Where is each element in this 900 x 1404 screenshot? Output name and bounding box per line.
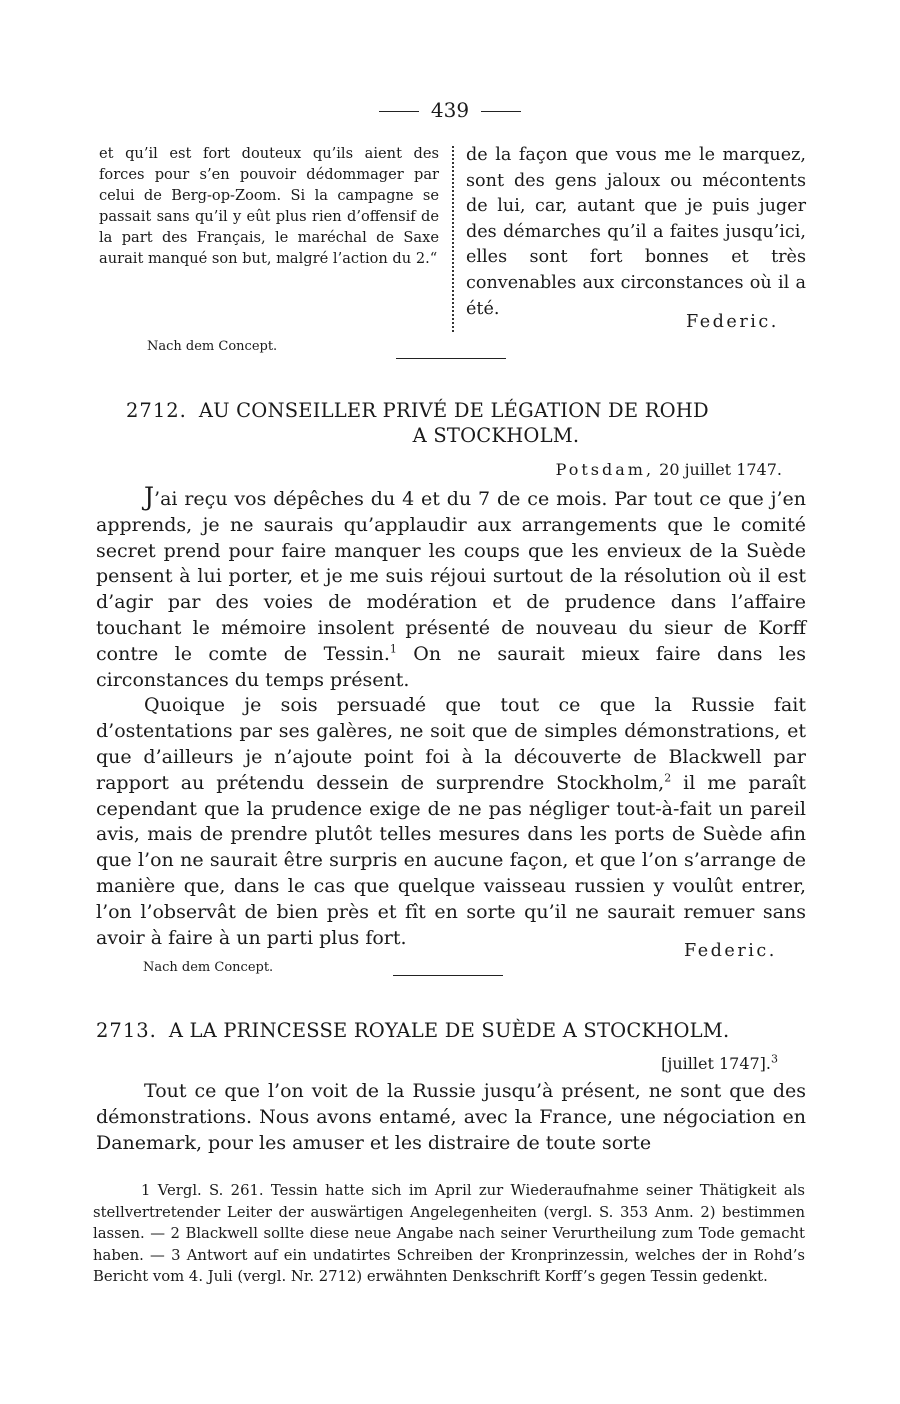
- letter-2712-heading-line2: A STOCKHOLM.: [412, 424, 580, 447]
- concept-note-1: Nach dem Concept.: [147, 339, 278, 354]
- letter-2713-date: [juillet 1747].: [661, 1054, 771, 1073]
- footnote-ref-2: 2: [664, 771, 672, 785]
- letter-2713-paragraph-1: Tout ce que l’on voit de la Russie jusqu’à présent, ne sont que des démonstrations. Nous avons entamé, avec la France, une négociation en Danemark, pour les amuser et les distraire de toute sorte: [96, 1080, 806, 1154]
- letter-2713-dateline: [661, 1054, 778, 1074]
- footnote-ref-3: 3: [771, 1052, 778, 1066]
- footnotes-text: 1 Vergl. S. 261. Tessin hatte sich im April zur Wiederaufnahme seiner Thätigkeit als stellvertretender Leiter der auswärtigen Angelegenheiten (vergl. S. 353 Anm. 2) bestimmen lassen. — 2 Blackwell sollte diese neue Angabe nach seiner Verurtheilung zum Tode gemacht haben. — 3 Antwort auf ein undatirtes Schreiben der Kronprinzessin, welches der in Rohd’s Bericht vom 4. Juli (vergl. Nr. 2712) erwähnten Denkschrift Korff’s gegen Tessin gedenkt.: [93, 1182, 805, 1285]
- page-number-dash-left: [379, 111, 419, 112]
- signature-federic-1: Federic.: [686, 312, 779, 332]
- signature-federic-2: Federic.: [684, 941, 777, 961]
- page-number-dash-right: [481, 111, 521, 112]
- letter-2712-heading: [126, 398, 806, 448]
- right-column-text: de la façon que vous me le marquez, sont des gens jaloux ou mécontents de lui, car, autant que je puis juger des démarches qu’il a faites jusqu’ici, elles sont fort bonnes et très convenables aux circonstances où il a été.: [466, 145, 806, 319]
- page-number-text: 439: [430, 98, 470, 122]
- letter-2712-para1-text-b: On ne saurait mieux faire dans les circonstances du temps présent.: [96, 642, 806, 691]
- column-divider: [452, 146, 454, 332]
- letter-2713-heading-text: A LA PRINCESSE ROYALE DE SUÈDE A STOCKHOLM.: [168, 1019, 730, 1042]
- letter-2712-para2-text-b: il me paraît cependant que la prudence exige de ne pas négliger tout-à-fait un pareil avis, mais de prendre plutôt telles mesures dans les ports de Suède afin que l’on ne saurait être surpris en aucune façon, et que l’on s’arrange de manière que, dans le cas que quelque vaisseau russien y voulût entrer, l’on l’observât de bien près et fît en sorte qu’il ne saurait remuer sans avoir à faire à un parti plus fort.: [96, 771, 806, 949]
- left-column-text: et qu’il est fort douteux qu’ils aient des forces pour s’en pouvoir dédommager par celui de Berg-op-Zoom. Si la campagne se passait sans qu’il y eût plus rien d’offensif de la part des Français, le maréchal de Saxe aurait manqué son but, malgré l’action du 2.“: [99, 145, 439, 267]
- letter-2712-para1-text-a: ’ai reçu vos dépêches du 4 et du 7 de ce mois. Par tout ce que j’en apprends, je ne saurais qu’applaudir aux arrangements que le comité secret prend pour faire manquer les coups que les envieux de la Suède pensent à lui porter, et je me suis réjoui surtout de la résolution où il est d’agir par des voies de modération et de prudence dans l’affaire touchant le mémoire insolent présenté de nouveau du sieur de Korff contre le comte de Tessin.: [96, 488, 806, 665]
- page-number: [0, 98, 900, 122]
- letter-2712-para2-text-a: Quoique je sois persuadé que tout ce que la Russie fait d’ostentations par ses galères, ne soit que de simples démonstrations, et que d’ailleurs je n’ajoute point foi à la découverte de Blackwell par rapport au prétendu dessein de surprendre Stockholm,: [96, 694, 806, 794]
- section-rule-1: [396, 358, 506, 359]
- letter-2713-heading: [96, 1018, 808, 1043]
- letter-2712-dateline: [556, 460, 782, 480]
- footnote-ref-1: 1: [389, 642, 397, 656]
- letter-2712-body: [96, 484, 806, 951]
- dropcap-letter: J: [144, 482, 155, 511]
- letter-2712-paragraph-1: [96, 484, 806, 693]
- footnotes: [93, 1180, 805, 1288]
- letter-2712-number: 2712.: [126, 399, 187, 422]
- letter-2713-body: [96, 1078, 806, 1156]
- letter-2712-paragraph-2: [96, 693, 806, 951]
- letter-2713-number: 2713.: [96, 1019, 157, 1042]
- letter-2712-date: 20 juillet 1747.: [659, 460, 782, 479]
- letter-2712-place: Potsdam,: [555, 460, 655, 479]
- section-rule-2: [393, 975, 503, 976]
- concept-note-2: Nach dem Concept.: [143, 960, 274, 975]
- letter-2712-heading-line1: AU CONSEILLER PRIVÉ DE LÉGATION DE ROHD: [198, 399, 709, 422]
